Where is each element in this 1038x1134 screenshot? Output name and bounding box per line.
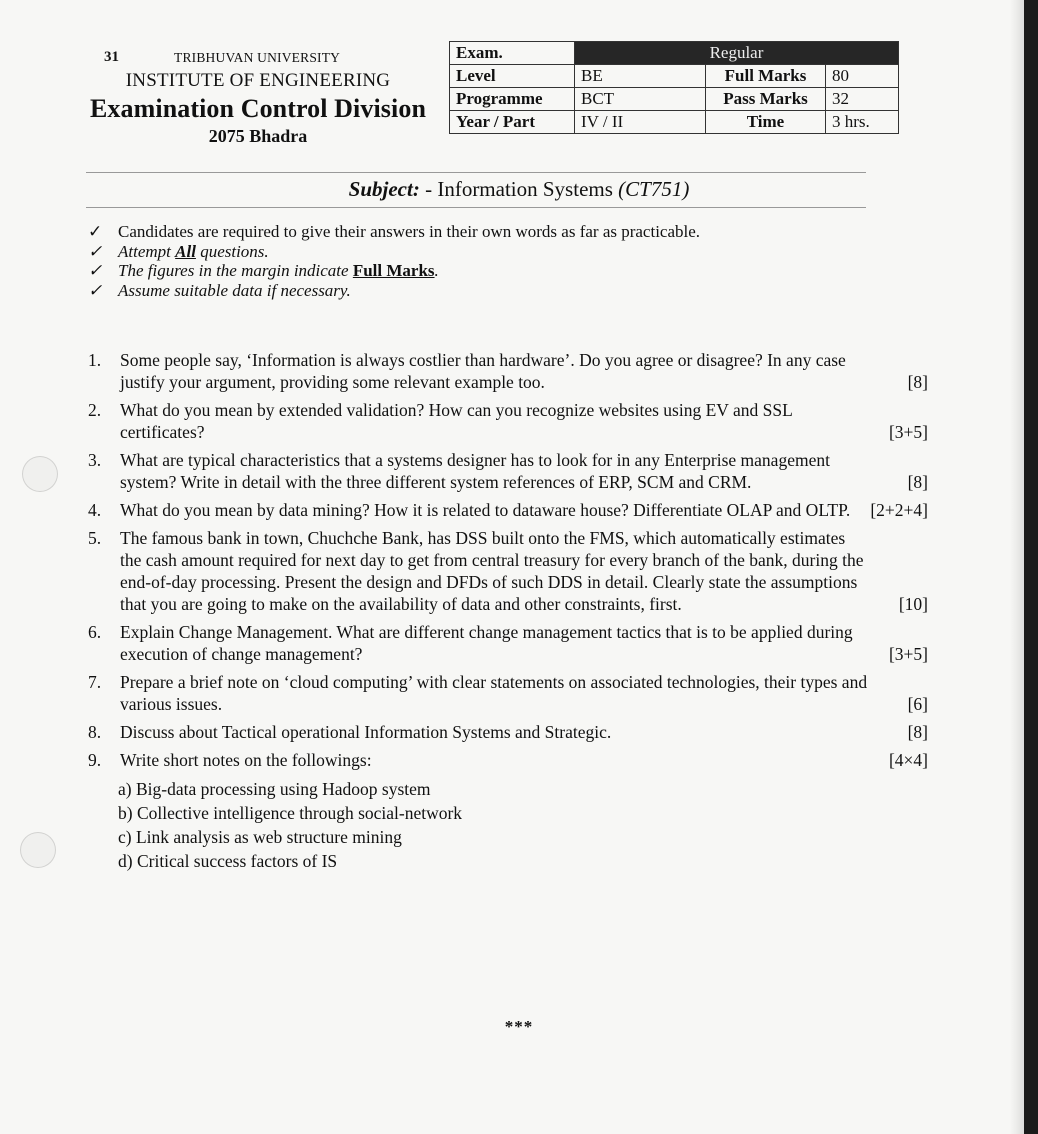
instructions [88, 222, 908, 300]
university-name: TRIBHUVAN UNIVERSITY [174, 50, 341, 65]
list-item: d) Critical success factors of IS [118, 851, 338, 871]
question-7: 7. Prepare a brief note on ‘cloud computing’ with clear statements on associated technologies, their types and various issues. [6] [88, 672, 928, 714]
institute-name: INSTITUTE OF ENGINEERING [125, 70, 391, 91]
level-value: BE [575, 65, 706, 88]
question-marks: [4×4] [888, 750, 928, 770]
full-marks-value: 80 [826, 65, 899, 88]
divider [86, 207, 866, 208]
punch-hole [22, 456, 58, 492]
subject-line [0, 177, 1038, 202]
punch-hole [20, 832, 56, 868]
question-3: 3. What are typical characteristics that a systems designer has to look for in any Enterprise management system? Write in detail with the three different system references of ERP, SCM and CRM. [8] [88, 450, 928, 492]
exam-info-table [449, 41, 899, 134]
question-marks: [6] [907, 694, 928, 714]
full-marks-label: Full Marks [706, 65, 826, 88]
exam-session: 2075 Bhadra [208, 126, 308, 146]
question-8: 8. Discuss about Tactical operational Information Systems and Strategic. [8] [88, 722, 928, 742]
subject-name: Information Systems [437, 177, 613, 201]
question-9: 9. Write short notes on the followings: [4×4] [88, 750, 928, 770]
subject-separator: - [419, 177, 438, 201]
checkmark-icon: ✓ [88, 280, 103, 300]
list-item: b) Collective intelligence through social-network [118, 803, 463, 823]
list-item: c) Link analysis as web structure mining [118, 827, 402, 847]
question-5: 5. The famous bank in town, Chuchche Bank, has DSS built onto the FMS, which automatically estimates the cash amount required for next day to get from central treasury for every branch of the bank, during the end-of-day processing. Present the design and DFDs of such DDS in detail. Clearly state the assumptions that you are going to make on the availability of data and other constraints, first. [10] [88, 528, 928, 614]
question-2: 2. What do you mean by extended validation? How can you recognize websites using EV and SSL certificates? [3+5] [88, 400, 928, 442]
pass-marks-value: 32 [826, 88, 899, 111]
question-1: 1. Some people say, ‘Information is always costlier than hardware’. Do you agree or disagree? In any case justify your argument, providing some relevant example too. [8] [88, 350, 928, 392]
question-4: 4. What do you mean by data mining? How it is related to dataware house? Differentiate OLAP and OLTP. [2+2+4] [88, 500, 928, 520]
question-marks: [3+5] [888, 644, 928, 664]
question-marks: [2+2+4] [870, 500, 928, 520]
checkmark-icon: ✓ [88, 261, 103, 280]
subject-label: Subject: [348, 177, 420, 201]
checkmark-icon: ✓ [88, 241, 103, 261]
instruction-item: ✓ Candidates are required to give their answers in their own words as far as practicable. [88, 222, 701, 241]
instruction-item: ✓ The figures in the margin indicate Full Marks. [88, 261, 439, 280]
end-mark: *** [504, 1017, 534, 1036]
divider [86, 172, 866, 173]
scan-edge [1024, 0, 1038, 1134]
instruction-item: ✓ Attempt All questions. [88, 241, 269, 261]
year-part-value: IV / II [575, 111, 706, 134]
question-marks: [8] [907, 372, 928, 392]
subject-code: (CT751) [618, 177, 690, 201]
exam-header [78, 48, 438, 147]
checkmark-icon: ✓ [88, 222, 103, 241]
question-6: 6. Explain Change Management. What are different change management tactics that is to be applied during execution of change management? [3+5] [88, 622, 928, 664]
exam-label: Exam. [450, 42, 575, 65]
page-edge-shadow [1010, 0, 1024, 1134]
division-name: Examination Control Division [89, 94, 427, 123]
question-marks: [8] [907, 472, 928, 492]
list-item: a) Big-data processing using Hadoop system [118, 779, 431, 799]
time-value: 3 hrs. [826, 111, 899, 134]
level-label: Level [450, 65, 575, 88]
pass-marks-label: Pass Marks [706, 88, 826, 111]
programme-label: Programme [450, 88, 575, 111]
exam-type: Regular [575, 42, 899, 65]
question-marks: [3+5] [888, 422, 928, 442]
year-part-label: Year / Part [450, 111, 575, 134]
question-marks: [8] [907, 722, 928, 742]
paper-code: 31 [104, 49, 119, 65]
instruction-item: ✓ Assume suitable data if necessary. [88, 280, 351, 300]
question-9-subitems [88, 777, 928, 873]
time-label: Time [706, 111, 826, 134]
programme-value: BCT [575, 88, 706, 111]
question-list [88, 349, 928, 873]
question-marks: [10] [898, 594, 928, 614]
